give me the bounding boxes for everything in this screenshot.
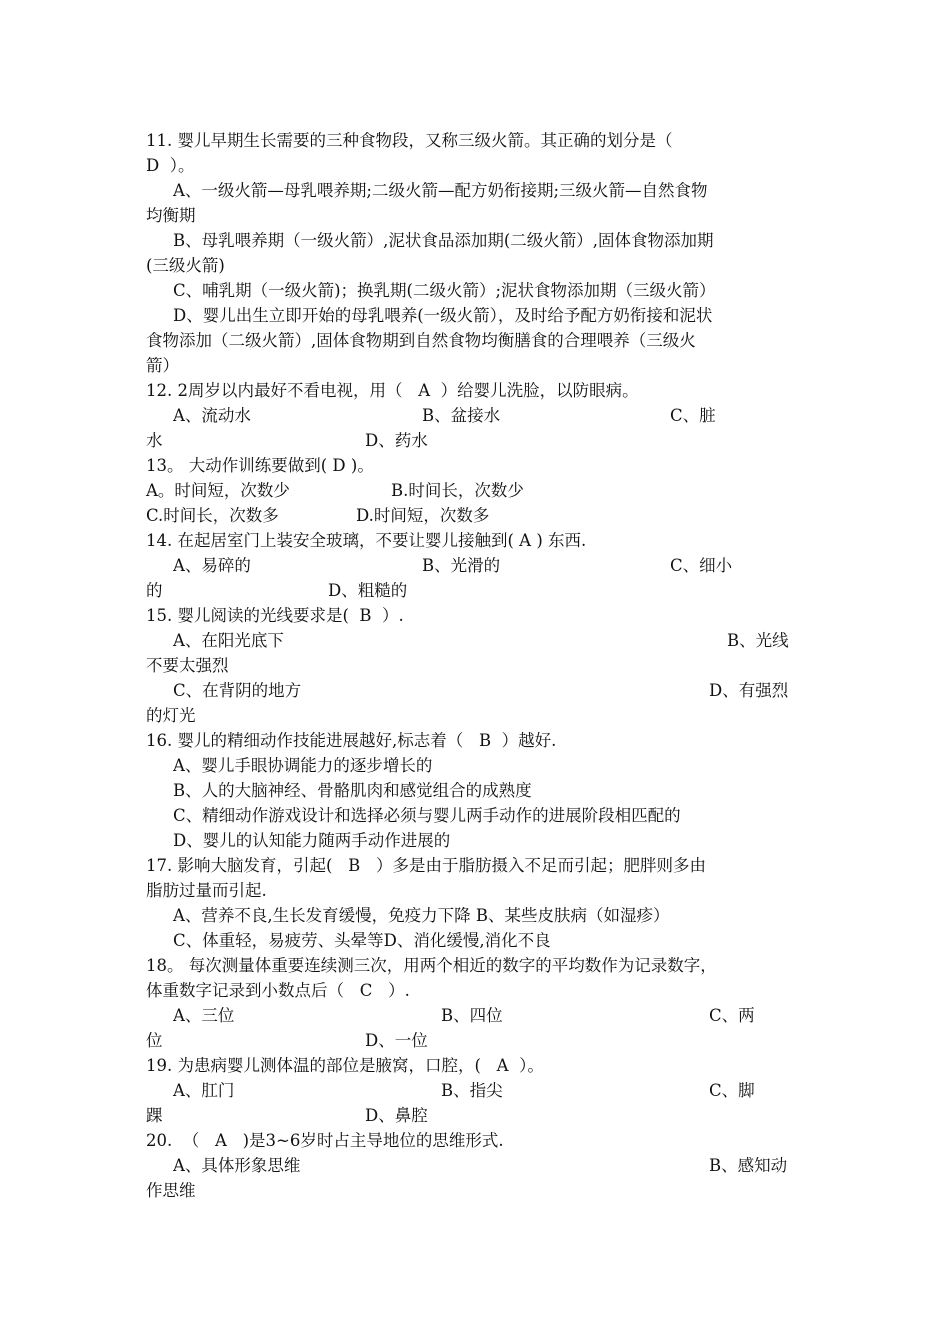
q13-stem-text-1: 13。 大动作训练要做到( D )。 [146, 456, 374, 475]
q16-a-line [0, 753, 950, 778]
q16-d-line [0, 828, 950, 853]
q14-opts-text-3: C、细小 [670, 556, 733, 575]
q18-opts-cont-text-1: 位 [146, 1031, 163, 1050]
q11-d-cont2-text-1: 箭） [146, 356, 179, 375]
q17-stem-cont-text-1: 脂肪过量而引起. [146, 881, 267, 900]
q11-a-line [0, 178, 950, 203]
q18-stem-cont-line [0, 978, 950, 1003]
q18-opts-text-1: A、三位 [173, 1006, 235, 1025]
q14-opts-line [0, 553, 950, 578]
q15-cd-text-1: C、在背阴的地方 [173, 681, 302, 700]
q18-opts-text-2: B、四位 [441, 1006, 503, 1025]
q13-ab-line [0, 478, 950, 503]
q12-opts-cont-text-1: 水 [146, 431, 163, 450]
q20-opts-text-2: B、感知动 [709, 1156, 788, 1175]
q11-d-cont-line [0, 328, 950, 353]
q12-opts-cont-text-2: D、药水 [365, 431, 428, 450]
q15-cd-line [0, 678, 950, 703]
q17-stem-text-1: 17. 影响大脑发育，引起( B ）多是由于脂肪摄入不足而引起；肥胖则多由 [146, 856, 707, 875]
q18-opts-cont-text-2: D、一位 [365, 1031, 428, 1050]
q14-opts-text-1: A、易碎的 [173, 556, 251, 575]
q11-b-cont-text-1: (三级火箭) [146, 256, 225, 275]
q12-opts-line [0, 403, 950, 428]
q11-b-cont-line [0, 253, 950, 278]
q11-a-text-1: A、一级火箭—母乳喂养期;二级火箭—配方奶衔接期;三级火箭—自然食物 [173, 181, 708, 200]
q19-opts-line [0, 1078, 950, 1103]
q13-cd-text-1: C.时间长，次数多 [146, 506, 279, 525]
q12-opts-text-1: A、流动水 [173, 406, 251, 425]
q11-a-cont-text-1: 均衡期 [146, 206, 196, 225]
q13-stem-line [0, 453, 950, 478]
q11-stem-text-1: 11. 婴儿早期生长需要的三种食物段，又称三级火箭。其正确的划分是（ [146, 131, 673, 150]
q20-opts-cont-line [0, 1178, 950, 1203]
q15-stem-line [0, 603, 950, 628]
q16-a-text-1: A、婴儿手眼协调能力的逐步增长的 [173, 756, 433, 775]
q14-stem-line [0, 528, 950, 553]
q11-stem-cont-text-1: D ）。 [146, 156, 195, 175]
q16-c-text-1: C、精细动作游戏设计和选择必须与婴儿两手动作的进展阶段相匹配的 [173, 806, 681, 825]
q19-opts-text-3: C、脚 [709, 1081, 755, 1100]
q15-ab-text-2: B、光线 [727, 631, 789, 650]
q16-b-text-1: B、人的大脑神经、骨骼肌肉和感觉组合的成熟度 [173, 781, 532, 800]
q16-stem-text-1: 16. 婴儿的精细动作技能进展越好,标志着（ B ）越好. [146, 731, 557, 750]
q15-ab-text-1: A、在阳光底下 [173, 631, 284, 650]
q12-stem-line [0, 378, 950, 403]
q19-opts-text-1: A、肛门 [173, 1081, 235, 1100]
q20-stem-text-1: 20. （ A )是3~6岁时占主导地位的思维形式. [146, 1131, 504, 1150]
q20-opts-line [0, 1153, 950, 1178]
q17-stem-line [0, 853, 950, 878]
q11-d-line [0, 303, 950, 328]
q18-opts-cont-line [0, 1028, 950, 1053]
q20-opts-cont-text-1: 作思维 [146, 1181, 196, 1200]
q11-b-text-1: B、母乳喂养期（一级火箭）,泥状食品添加期(二级火箭）,固体食物添加期 [173, 231, 714, 250]
q15-cd-cont-line [0, 703, 950, 728]
q11-d-cont2-line [0, 353, 950, 378]
q15-stem-text-1: 15. 婴儿阅读的光线要求是( B ）. [146, 606, 404, 625]
q18-stem-text-1: 18。 每次测量体重要连续测三次，用两个相近的数字的平均数作为记录数字， [146, 956, 717, 975]
q13-ab-text-1: A。时间短，次数少 [146, 481, 290, 500]
q11-stem-cont-line [0, 153, 950, 178]
q15-ab-cont-text-1: 不要太强烈 [146, 656, 229, 675]
q14-stem-text-1: 14. 在起居室门上装安全玻璃，不要让婴儿接触到( A ) 东西. [146, 531, 587, 550]
q15-cd-text-2: D、有强烈 [709, 681, 789, 700]
q18-opts-line [0, 1003, 950, 1028]
q18-stem-cont-text-1: 体重数字记录到小数点后（ C ）. [146, 981, 410, 1000]
q12-opts-text-3: C、脏 [670, 406, 716, 425]
q17-ab-text-1: A、营养不良,生长发育缓慢，免疫力下降 B、某些皮肤病（如湿疹） [173, 906, 670, 925]
q11-stem-line [0, 128, 950, 153]
q15-ab-cont-line [0, 653, 950, 678]
q13-ab-text-2: B.时间长，次数少 [391, 481, 524, 500]
q15-ab-line [0, 628, 950, 653]
q11-b-line [0, 228, 950, 253]
q17-stem-cont-line [0, 878, 950, 903]
q20-opts-text-1: A、具体形象思维 [173, 1156, 301, 1175]
q11-d-text-1: D、婴儿出生立即开始的母乳喂养(一级火箭），及时给予配方奶衔接和泥状 [173, 306, 713, 325]
q20-stem-line [0, 1128, 950, 1153]
q14-opts-cont-line [0, 578, 950, 603]
q14-opts-text-2: B、光滑的 [422, 556, 501, 575]
q11-c-line [0, 278, 950, 303]
q18-opts-text-3: C、两 [709, 1006, 755, 1025]
q11-d-cont-text-1: 食物添加（二级火箭）,固体食物期到自然食物均衡膳食的合理喂养（三级火 [146, 331, 696, 350]
q13-cd-line [0, 503, 950, 528]
q19-stem-text-1: 19. 为患病婴儿测体温的部位是腋窝，口腔，( A ）。 [146, 1056, 544, 1075]
q18-stem-line [0, 953, 950, 978]
q17-ab-line [0, 903, 950, 928]
q13-cd-text-2: D.时间短，次数多 [356, 506, 490, 525]
q12-opts-cont-line [0, 428, 950, 453]
q19-opts-cont-text-1: 踝 [146, 1106, 163, 1125]
q16-d-text-1: D、婴儿的认知能力随两手动作进展的 [173, 831, 451, 850]
q17-cd-text-1: C、体重轻，易疲劳、头晕等D、消化缓慢,消化不良 [173, 931, 551, 950]
q19-opts-text-2: B、指尖 [441, 1081, 503, 1100]
q17-cd-line [0, 928, 950, 953]
q12-stem-text-1: 12. 2周岁以内最好不看电视，用（ A ）给婴儿洗脸，以防眼病。 [146, 381, 639, 400]
q11-c-text-1: C、哺乳期（一级火箭)；换乳期(二级火箭）;泥状食物添加期（三级火箭） [173, 281, 716, 300]
q11-a-cont-line [0, 203, 950, 228]
q15-cd-cont-text-1: 的灯光 [146, 706, 196, 725]
q16-c-line [0, 803, 950, 828]
q16-stem-line [0, 728, 950, 753]
q19-stem-line [0, 1053, 950, 1078]
q12-opts-text-2: B、盆接水 [422, 406, 501, 425]
q16-b-line [0, 778, 950, 803]
q14-opts-cont-text-1: 的 [146, 581, 163, 600]
q19-opts-cont-text-2: D、鼻腔 [365, 1106, 428, 1125]
q14-opts-cont-text-2: D、粗糙的 [328, 581, 408, 600]
q19-opts-cont-line [0, 1103, 950, 1128]
